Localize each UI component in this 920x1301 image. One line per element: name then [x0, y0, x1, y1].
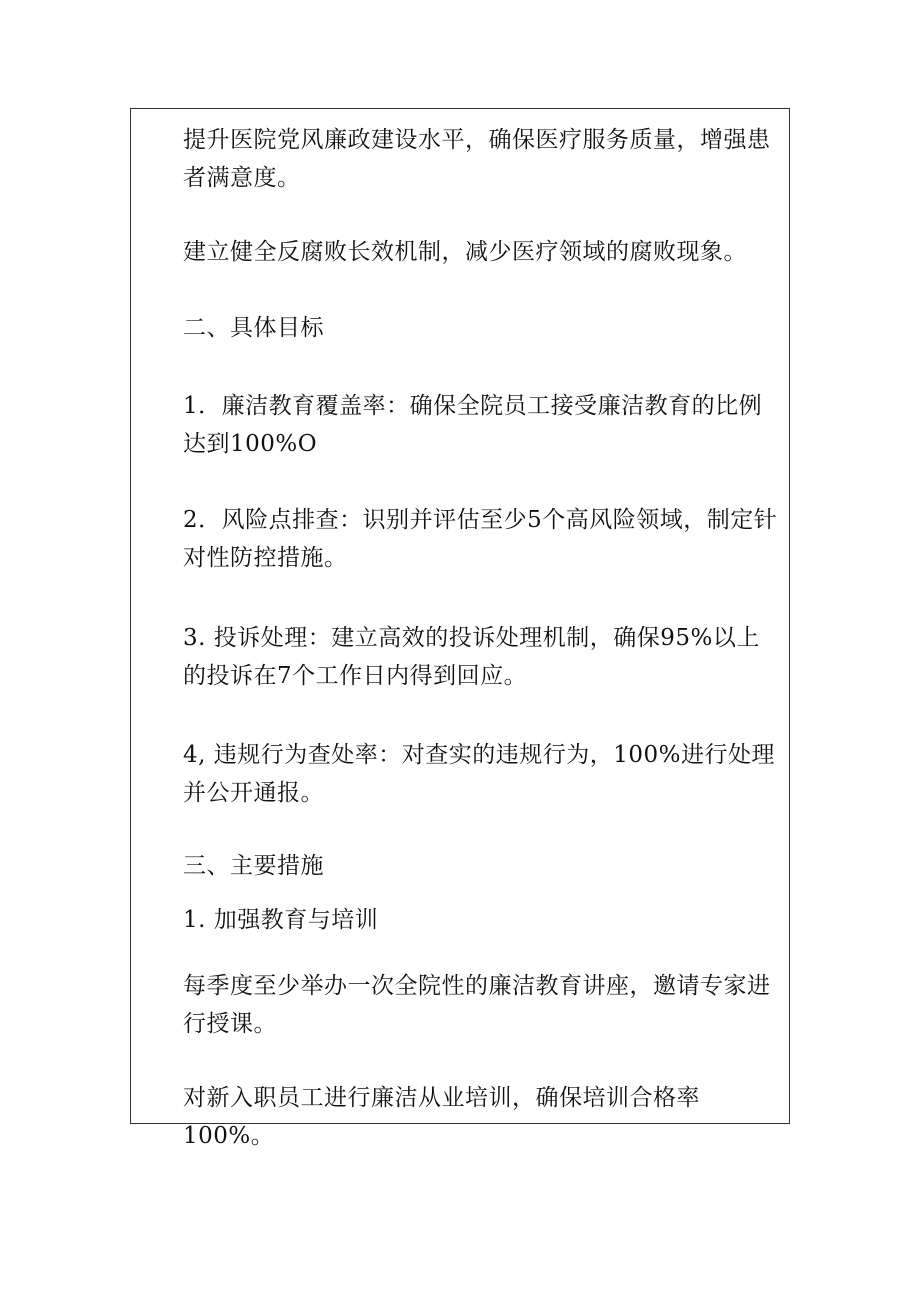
paragraph-goal-anti-corruption: 建立健全反腐败长效机制，减少医疗领域的腐败现象。: [183, 239, 747, 265]
paragraph-quarterly-lecture: 每季度至少举办一次全院性的廉洁教育讲座，邀请专家进行授课。: [183, 973, 771, 1037]
paragraph-new-staff-training: 对新入职员工进行廉洁从业培训，确保培训合格率100%。: [183, 1085, 700, 1149]
section-heading-specific-goals: 二、具体目标: [183, 315, 324, 341]
paragraph-goal-violation-handling: 4, 违规行为查处率：对查实的违规行为，100%进行处理并公开通报。: [183, 742, 776, 806]
paragraph-goal-risk-screening: 2．风险点排查：识别并评估至少5个高风险领域，制定针对性防控措施。: [183, 507, 778, 571]
paragraph-goal-complaint-handling: 3. 投诉处理：建立高效的投诉处理机制，确保95%以上的投诉在7个工作日内得到回应。: [183, 625, 760, 689]
paragraph-goal-party-integrity: 提升医院党风廉政建设水平，确保医疗服务质量，增强患者满意度。: [183, 127, 771, 191]
subheading-education-training: 1. 加强教育与培训: [183, 907, 379, 933]
section-heading-main-measures: 三、主要措施: [183, 853, 324, 879]
document-content-frame: [130, 108, 790, 1149]
paragraph-goal-education-coverage: 1．廉洁教育覆盖率：确保全院员工接受廉洁教育的比例达到100%O: [183, 393, 763, 457]
